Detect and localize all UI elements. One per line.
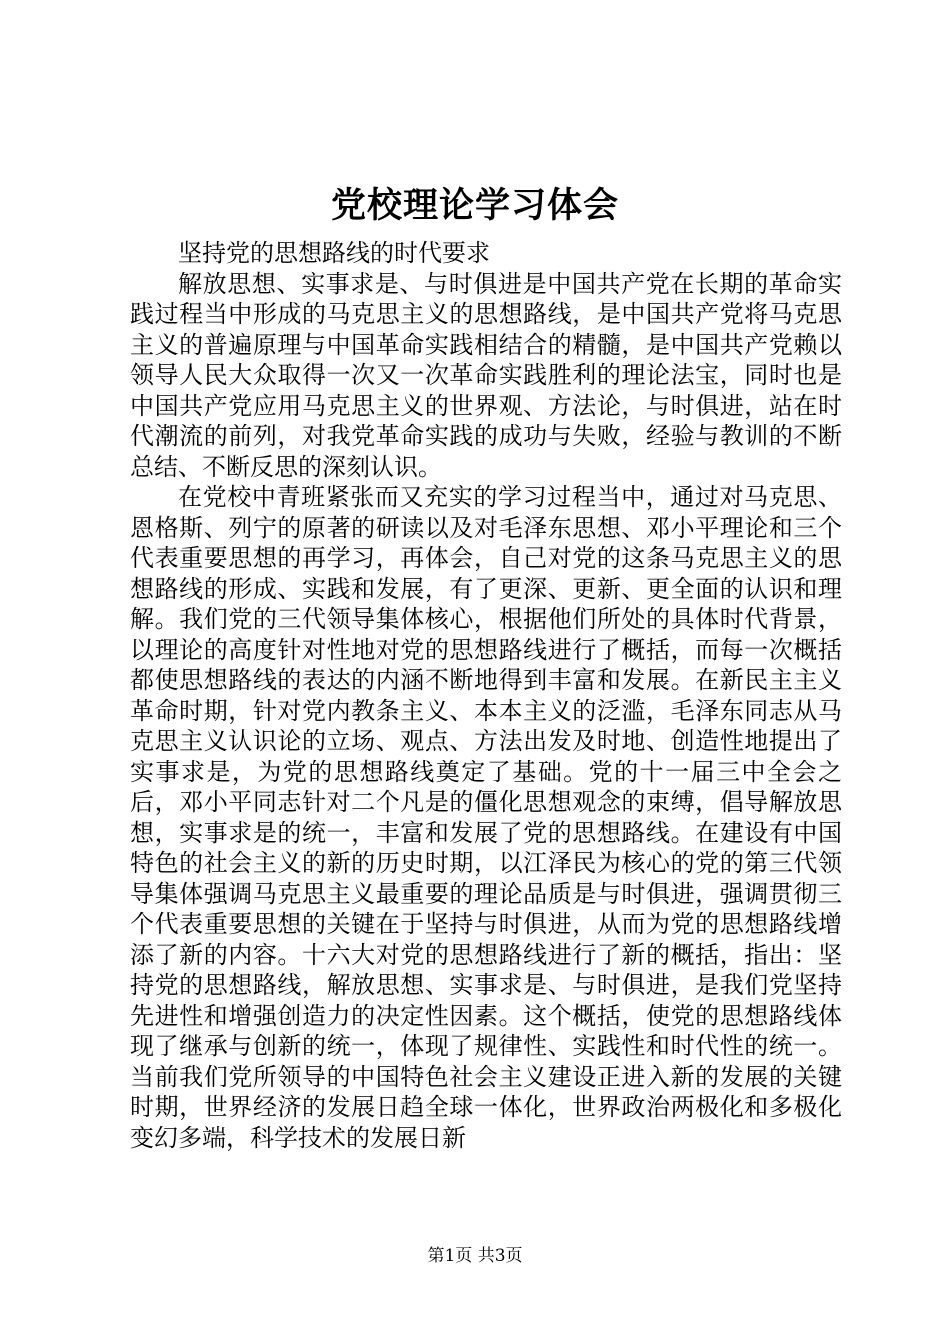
body-paragraph: 在党校中青班紧张而又充实的学习过程当中，通过对马克思、恩格斯、列宁的原著的研读以及对毛泽东思想、邓小平理论和三个代表重要思想的再学习，再体会，自己对党的这条马克思主义的思想路线的形成、实践和发展，有了更深、更新、更全面的认识和理解。我们党的三代领导集体核心，根据他们所处的具体时代背景，以理论的高度针对性地对党的思想路线进行了概括，而每一次概括都使思想路线的表达的内涵不断地得到丰富和发展。在新民主主义革命时期，针对党内教条主义、本本主义的泛滥，毛泽东同志从马克思主义认识论的立场、观点、方法出发及时地、创造性地提出了实事求是，为党的思想路线奠定了基础。党的十一届三中全会之后，邓小平同志针对二个凡是的僵化思想观念的束缚，倡导解放思想，实事求是的统一，丰富和发展了党的思想路线。在建设有中国特色的社会主义的新的历史时期，以江泽民为核心的党的第三代领导集体强调马克思主义最重要的理论品质是与时俱进，强调贯彻三个代表重要思想的关键在于坚持与时俱进，从而为党的思想路线增添了新的内容。十六大对党的思想路线进行了新的概括，指出：坚持党的思想路线，解放思想、实事求是、与时俱进，是我们党坚持先进性和增强创造力的决定性因素。这个概括，使党的思想路线体现了继承与创新的统一，体现了规律性、实践性和时代性的统一。当前我们党所领导的中国特色社会主义建设正进入新的发展的关键时期，世界经济的发展日趋全球一体化，世界政治两极化和多极化变幻多端，科学技术的发展日新 bbox=[130, 483, 842, 1152]
document-title: 党校理论学习体会 bbox=[330, 186, 619, 226]
page-number-footer: 第1页 共3页 bbox=[427, 1246, 523, 1266]
document-body bbox=[130, 238, 842, 1153]
body-paragraph: 解放思想、实事求是、与时俱进是中国共产党在长期的革命实践过程当中形成的马克思主义的思想路线，是中国共产党将马克思主义的普遍原理与中国革命实践相结合的精髓，是中国共产党赖以领导人民大众取得一次又一次革命实践胜利的理论法宝，同时也是中国共产党应用马克思主义的世界观、方法论，与时俱进，站在时代潮流的前列，对我党革命实践的成功与失败，经验与教训的不断总结、不断反思的深刻认识。 bbox=[130, 269, 842, 481]
section-heading: 坚持党的思想路线的时代要求 bbox=[178, 239, 490, 267]
